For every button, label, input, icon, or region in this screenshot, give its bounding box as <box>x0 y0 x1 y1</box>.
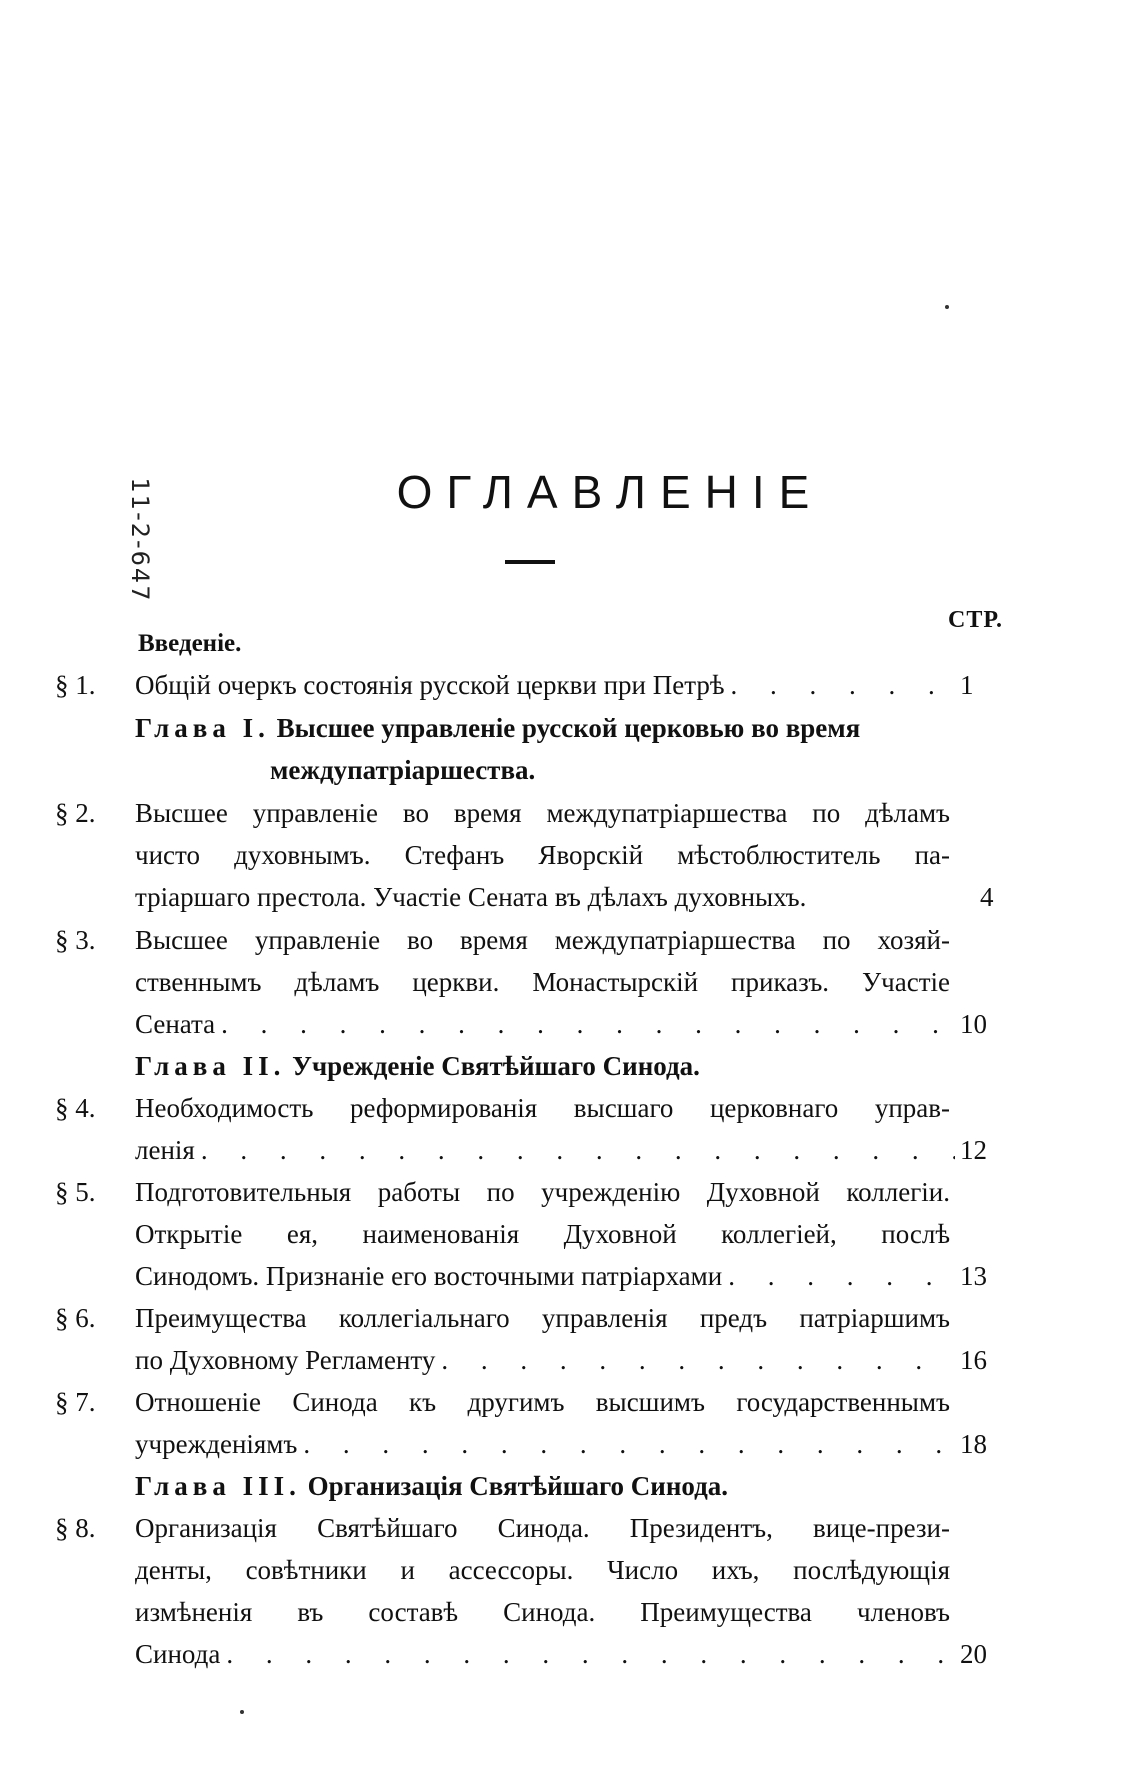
section-number: § 1. <box>55 670 96 700</box>
dot-leader <box>201 1130 955 1170</box>
scan-speck <box>240 1710 244 1714</box>
chapter-title: Организація Святѣйшаго Синода. <box>307 1471 729 1501</box>
toc-entry-text: Подготовительныя работы по учрежденію Духовной коллегіи. <box>135 1177 950 1207</box>
toc-entry-line <box>135 1256 955 1296</box>
section-number: § 7. <box>55 1387 96 1417</box>
toc-entry-text: измѣненія въ составѣ Синода. Преимущества членовъ <box>135 1597 950 1627</box>
toc-entry-text: Необходимость реформированія высшаго церковнаго управ- <box>135 1093 950 1123</box>
page-number: 1 <box>960 670 974 700</box>
section-number: § 2. <box>55 798 96 828</box>
section-number: § 8. <box>55 1513 96 1543</box>
page-number: 10 <box>960 1009 987 1039</box>
introduction-heading: Введеніе. <box>138 630 242 657</box>
page-number: 12 <box>960 1135 987 1165</box>
dot-leader <box>221 1004 955 1044</box>
toc-entry-line <box>135 1424 955 1464</box>
toc-entry-text: денты, совѣтники и ассессоры. Число ихъ, послѣдующія <box>135 1555 950 1585</box>
chapter-label: Глава III. <box>135 1471 301 1501</box>
chapter-title: Высшее управленіе русской церковью во время <box>276 713 861 743</box>
toc-entry-text: Отношеніе Синода къ другимъ высшимъ государственнымъ <box>135 1387 950 1417</box>
chapter-label: Глава I. <box>135 713 270 743</box>
chapter-title: Учрежденіе Святѣйшаго Синода. <box>292 1051 700 1081</box>
chapter-heading <box>135 1466 728 1506</box>
chapter-title-continuation: междупатріаршества. <box>270 755 536 785</box>
toc-entry-text: тріаршаго престола. Участіе Сената въ дѣлахъ духовныхъ. <box>135 882 807 912</box>
chapter-heading <box>135 708 860 748</box>
toc-entry-line <box>135 1340 955 1380</box>
toc-entry-text: Открытіе ея, наименованія Духовной коллегіей, послѣ <box>135 1219 950 1249</box>
toc-entry-text: чисто духовнымъ. Стефанъ Яворскій мѣстоблюститель па- <box>135 840 950 870</box>
dot-leader <box>731 665 955 705</box>
section-number: § 5. <box>55 1177 96 1207</box>
shelfmark-text: 11-2-647 <box>126 477 154 603</box>
chapter-heading <box>135 1046 700 1086</box>
page-number: 20 <box>960 1639 987 1669</box>
toc-entry-text: ственнымъ дѣламъ церкви. Монастырскій приказъ. Участіе <box>135 967 950 997</box>
toc-entry-text: Сената <box>135 1009 216 1039</box>
page-title: ОГЛАВЛЕНІЕ <box>396 466 824 518</box>
section-number: § 6. <box>55 1303 96 1333</box>
page-number: 4 <box>980 882 994 912</box>
toc-entry-text: Организація Святѣйшаго Синода. Президентъ, вице-прези- <box>135 1513 950 1543</box>
toc-entry-text: Высшее управленіе во время междупатріаршества по хозяй- <box>135 925 950 955</box>
toc-entry-line <box>135 1130 955 1170</box>
toc-entry-text: Высшее управленіе во время междупатріаршества по дѣламъ <box>135 798 950 828</box>
toc-entry-line <box>135 665 955 705</box>
dot-leader <box>226 1634 955 1674</box>
toc-entry-text: Синодомъ. Признаніе его восточными патріархами <box>135 1261 723 1291</box>
toc-entry-text: Общій очеркъ состоянія русской церкви при Петрѣ <box>135 670 725 700</box>
chapter-label: Глава II. <box>135 1051 286 1081</box>
title-rule-divider <box>505 560 555 564</box>
scan-speck <box>945 305 949 309</box>
page-column-header: СТР. <box>948 607 1003 633</box>
section-number: § 4. <box>55 1093 96 1123</box>
toc-entry-text: Синода <box>135 1639 221 1669</box>
page-number: 18 <box>960 1429 987 1459</box>
section-number: § 3. <box>55 925 96 955</box>
toc-entry-text: по Духовному Регламенту <box>135 1345 436 1375</box>
dot-leader <box>303 1424 955 1464</box>
dot-leader <box>728 1256 955 1296</box>
toc-entry-line <box>135 1634 955 1674</box>
page-number: 16 <box>960 1345 987 1375</box>
page-number: 13 <box>960 1261 987 1291</box>
toc-entry-text: учрежденіямъ <box>135 1429 298 1459</box>
toc-entry-text: Преимущества коллегіальнаго управленія предъ патріаршимъ <box>135 1303 950 1333</box>
dot-leader <box>441 1340 955 1380</box>
toc-entry-text: ленія <box>135 1135 195 1165</box>
toc-entry-line <box>135 1004 955 1044</box>
